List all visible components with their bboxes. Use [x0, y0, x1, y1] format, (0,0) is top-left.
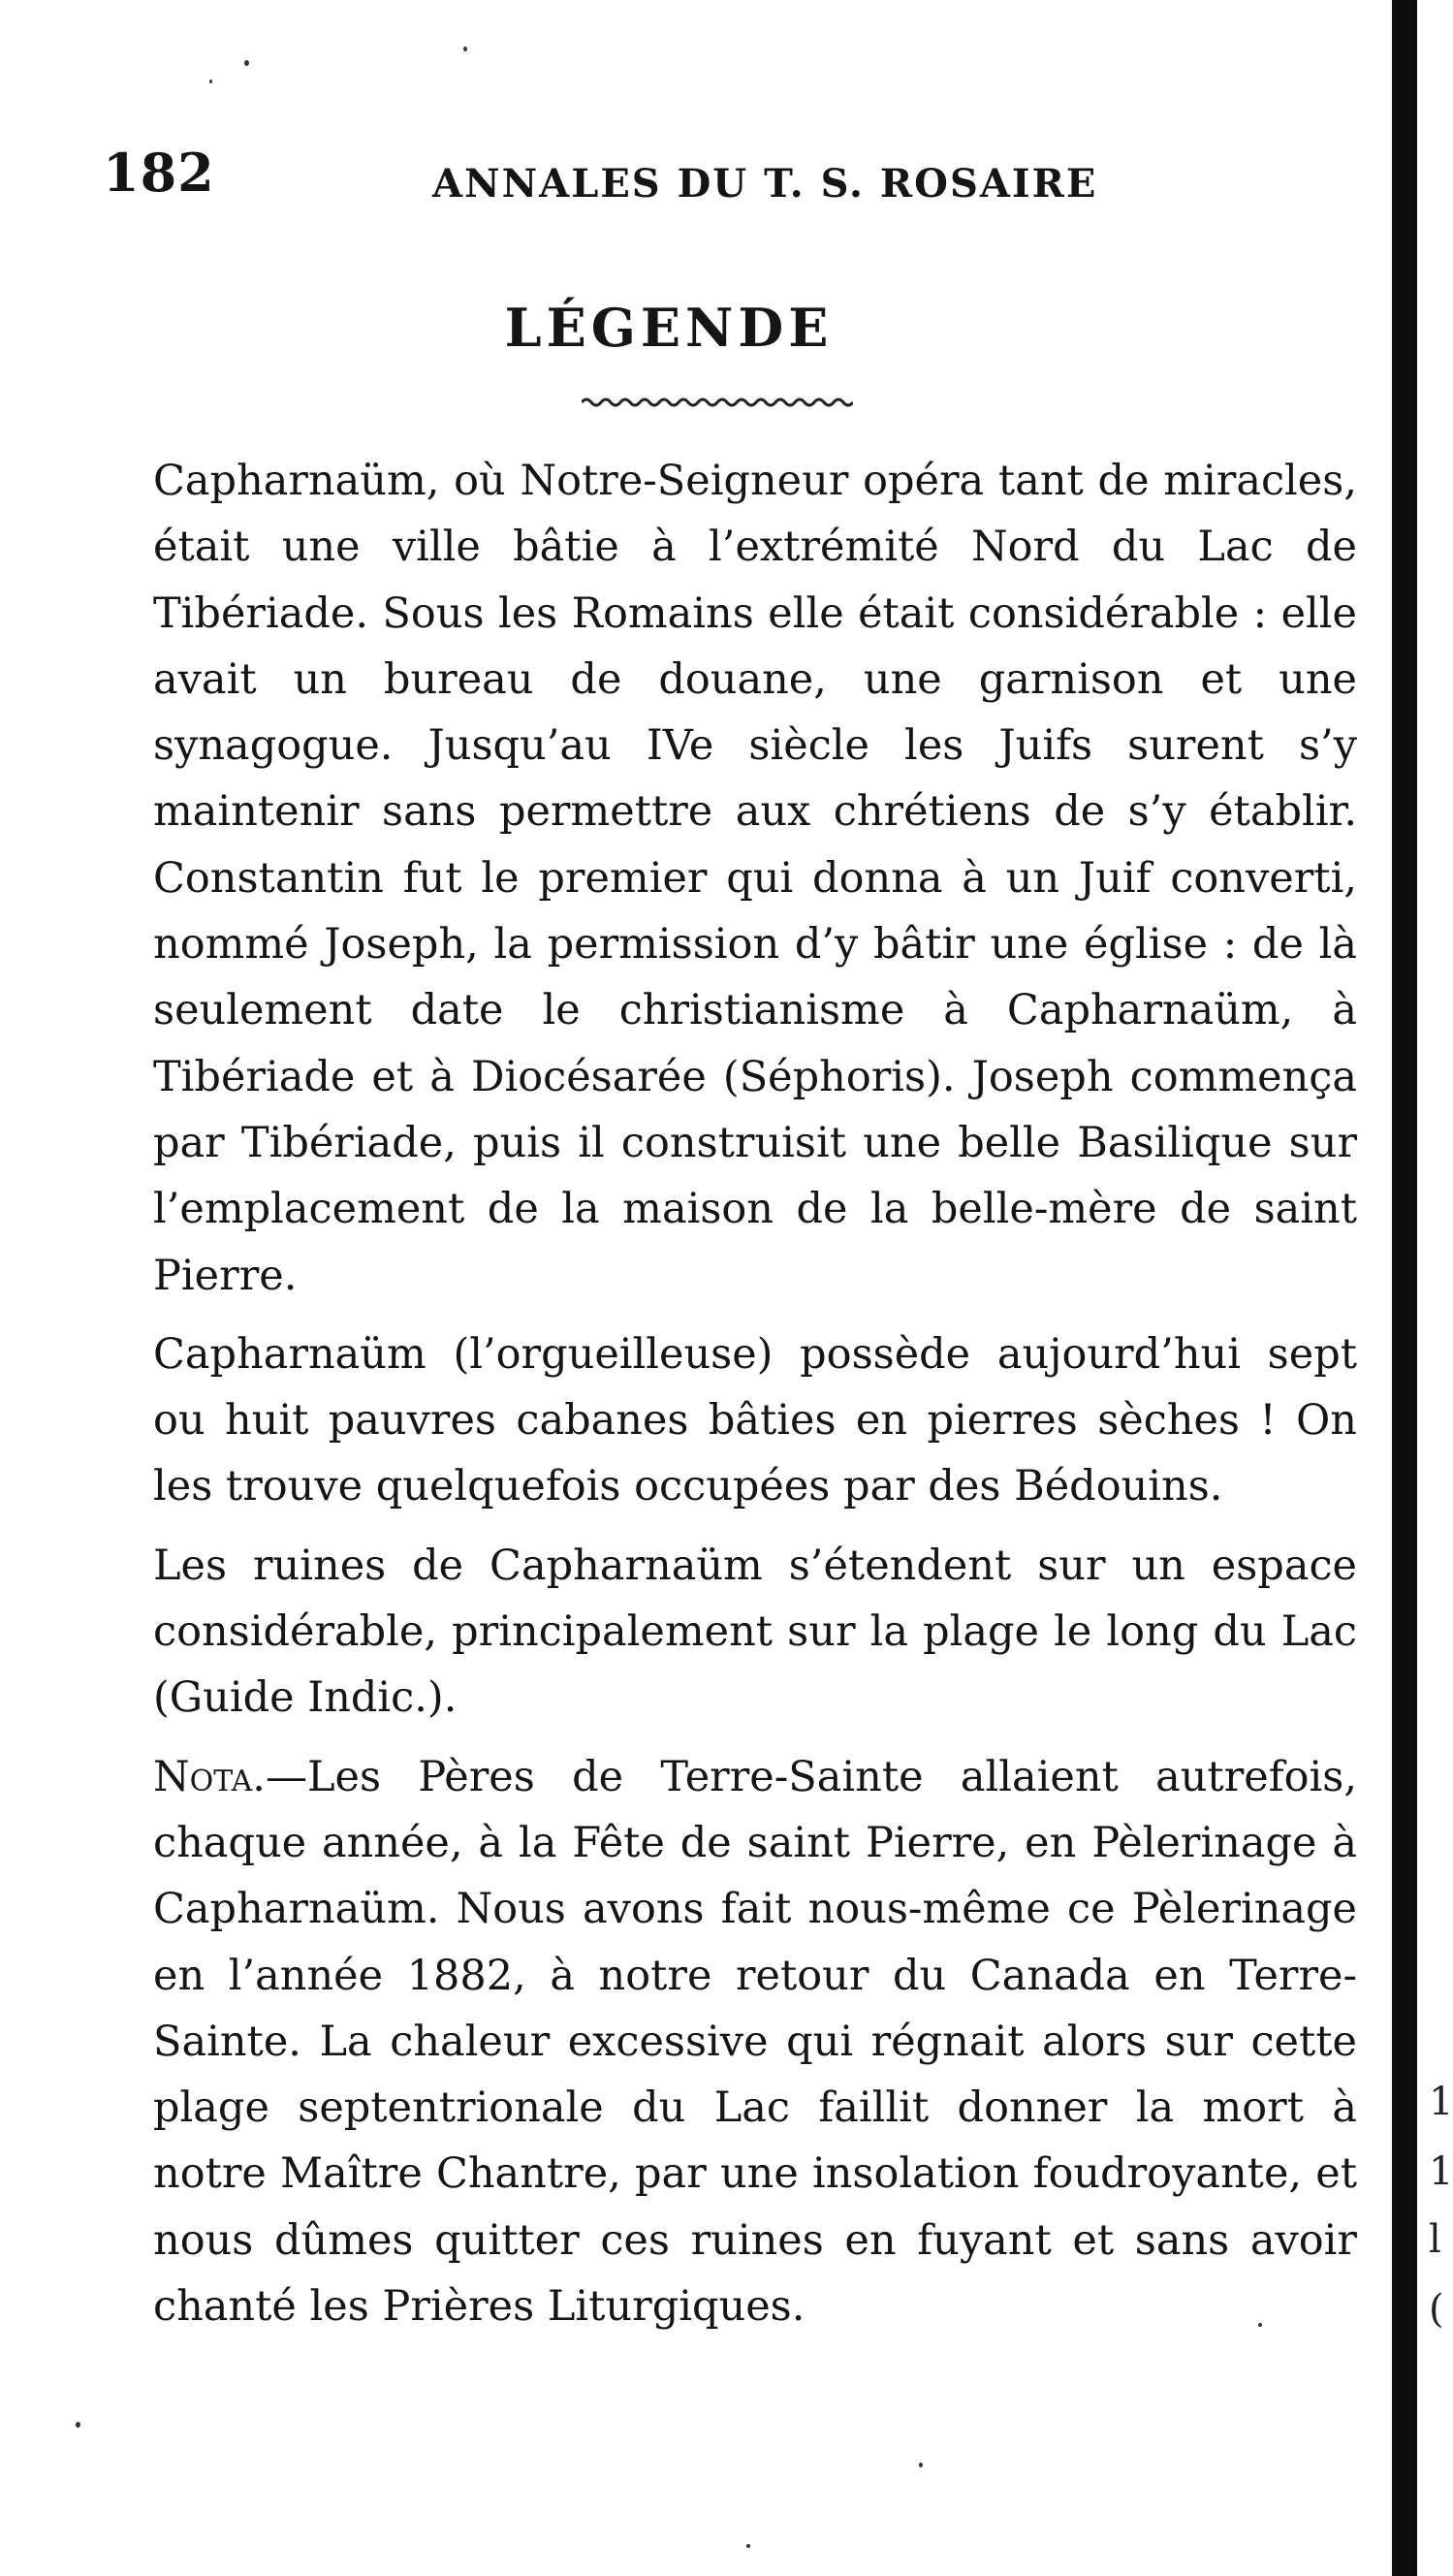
facing-page-fragment: 1	[1429, 2083, 1453, 2121]
facing-page-fragment: (	[1429, 2290, 1444, 2329]
paragraph: Capharnaüm (l’orgueilleuse) possède aujourd’hui sept ou huit pauvres cabanes bâties en pierres sèches ! On les trouve quelquefois occupées par des Bédouins.	[153, 1329, 1357, 1511]
scan-speck	[76, 2422, 80, 2428]
running-head: ANNALES DU T. S. ROSAIRE	[432, 161, 1098, 207]
facing-page-edge	[1392, 0, 1417, 2576]
paragraph: Capharnaüm, où Notre-Seigneur opéra tant de miracles, était une ville bâtie à l’extrémité Nord du Lac de Tibériade. Sous les Romains elle était considérable : elle avait un bureau de douane, une garnison et une synagogue. Jusqu’au IVe siècle les Juifs surent s’y maintenir sans permettre aux chrétiens de s’y établir. Constantin fut le premier qui donna à un Juif converti, nommé Joseph, la permission d’y bâtir une église : de là seulement date le christianisme à Capharnaüm, à Tibériade et à Diocésarée (Séphoris). Joseph commença par Tibériade, puis il construisit une belle Basilique sur l’emplacement de la maison de la belle-mère de saint Pierre.	[153, 457, 1357, 1300]
scan-speck	[463, 47, 467, 51]
scan-speck	[746, 2544, 750, 2548]
page-number: 182	[103, 142, 215, 204]
paragraph: Les ruines de Capharnaüm s’étendent sur un espace considérable, principalement sur la plage le long du Lac (Guide Indic.).	[153, 1541, 1357, 1723]
facing-page-fragment: 1	[1429, 2152, 1453, 2191]
scan-speck	[209, 80, 212, 83]
scan-speck	[1258, 2323, 1262, 2327]
facing-page-fragment: l	[1429, 2220, 1441, 2259]
scan-speck	[919, 2463, 923, 2467]
section-title: LÉGENDE	[504, 297, 834, 359]
nota-paragraph	[116, 1744, 1357, 2340]
body-text	[116, 448, 1357, 2339]
nota-text: —Les Pères de Terre-Sainte allaient autrefois, chaque année, à la Fête de saint Pierre, en Pèlerinage à Capharnaüm. Nous avons fait nous-même ce Pèlerinage en l’année 1882, à notre retour du Canada en Terre-Sainte. La chaleur excessive qui régnait alors sur cette plage septentrionale du Lac faillit donner la mort à notre Maître Chantre, par une insolation foudroyante, et nous dûmes quitter ces ruines en fuyant et sans avoir chanté les Prières Liturgiques.	[153, 1752, 1357, 2332]
scan-speck	[244, 60, 249, 66]
nota-label: Nota.	[153, 1752, 266, 1801]
title-ornament	[582, 396, 853, 409]
